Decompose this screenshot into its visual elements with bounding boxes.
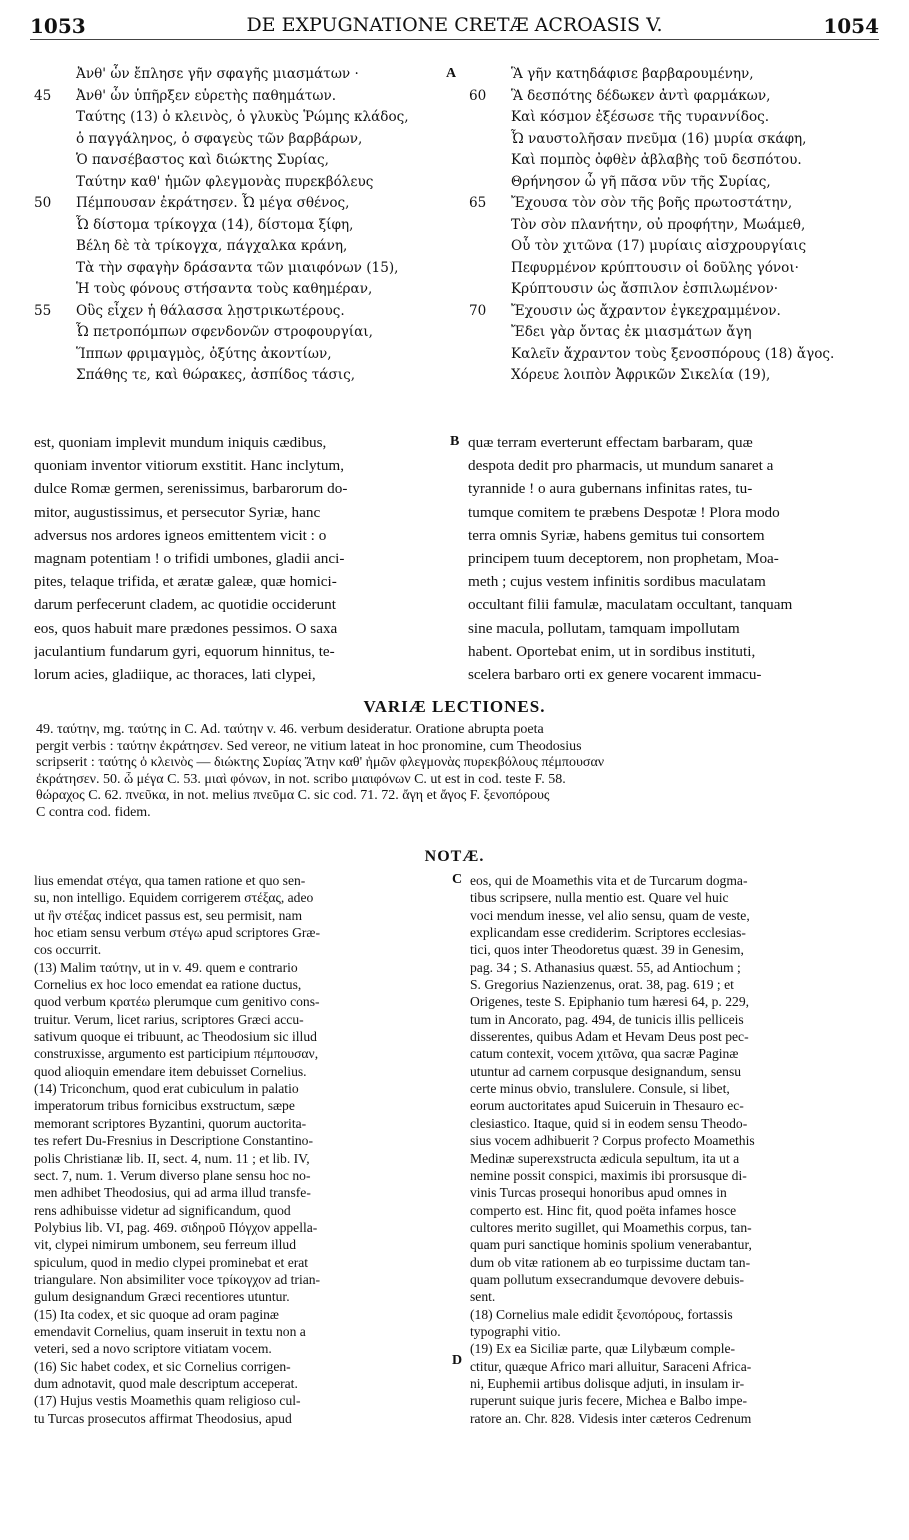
note-line: (13) Malim ταύτην, ut in v. 49. quem e contrario	[34, 959, 298, 975]
latin-translation-right-column	[468, 431, 880, 686]
margin-marker-a: A	[446, 66, 457, 81]
greek-left-verse-line	[34, 107, 434, 129]
right-page-number: 1054	[823, 14, 879, 38]
note-line: S. Gregorius Nazienzenus, orat. 38, pag. 619 ; et	[470, 977, 734, 993]
latin-line: habent. Oportebat enim, ut in sordibus instituti,	[468, 642, 756, 660]
note-line: quam puri sanctique hominis spolium venerabantur,	[470, 1237, 752, 1253]
note-line: dum adnotavit, quod male descriptum acceperat.	[34, 1375, 298, 1391]
verse-text: Ὁ πανσέβαστος καὶ διώκτης Συρίας,	[76, 152, 329, 168]
greek-left-verse-line	[34, 150, 434, 172]
verse-text: Ταύτης (13) ὁ κλεινὸς, ὁ γλυκὺς Ῥώμης κλάδος,	[76, 109, 409, 125]
note-line: Polybius lib. VI, pag. 469. σιδηροῦ Πόγχον appella-	[34, 1219, 318, 1235]
note-line: nemine possit conspici, maximis ibi prorsusque di-	[470, 1167, 747, 1183]
latin-line: adversus nos ardores igneos emittentem vicit : o	[34, 526, 327, 544]
variae-lectiones-body	[36, 722, 879, 822]
greek-right-verse-line	[469, 322, 889, 344]
greek-right-verse-line	[469, 64, 889, 86]
latin-line: magnam potentiam ! o trifidi umbones, gladii anci-	[34, 549, 345, 567]
note-line: memorant scriptores Byzantini, quorum auctorita-	[34, 1115, 307, 1131]
note-line: certe minus obvio, translulere. Consule, si libet,	[470, 1081, 730, 1097]
note-line: ctitur, quæque Africo mari alluitur, Saraceni Africa-	[470, 1358, 752, 1374]
latin-line: dulce Romæ germen, serenissimus, barbarorum do-	[34, 480, 348, 498]
verse-text: Καὶ πομπὸς ὀφθὲν ἀβλαβὴς τοῦ δεσπότου.	[511, 152, 802, 168]
greek-right-verse-line	[469, 344, 889, 366]
note-line: imperatorum tribus fornicibus exstructum, sæpe	[34, 1098, 295, 1114]
verse-text: Πεφυρμένον κρύπτουσιν οἱ δοῦλης γόνοι·	[511, 259, 799, 276]
greek-left-verse-line	[34, 344, 434, 366]
note-line: dum ob vitæ rationem ab eo turpissime ductam tan-	[470, 1254, 751, 1270]
note-line: typographi vitio.	[470, 1323, 561, 1339]
verse-text: Ἃ γῆν κατηδάφισε βαρβαρουμένην,	[511, 66, 754, 82]
note-line: (18) Cornelius male edidit ξενοπόρους, fortassis	[470, 1306, 733, 1322]
latin-line: darum perfecerunt cladem, ac quotidie occiderunt	[34, 596, 336, 614]
note-line: eos, qui de Moamethis vita et de Turcarum dogma-	[470, 873, 748, 888]
note-line: quod alioquin emendare item debuisset Cornelius.	[34, 1063, 307, 1079]
latin-line: eos, quos habuit mare prædones pessimos. O saxa	[34, 619, 338, 637]
note-line: tes refert Du-Fresnius in Descriptione Constantino-	[34, 1133, 313, 1149]
latin-translation-left-column	[34, 431, 442, 686]
verse-text: Κρύπτουσιν ὡς ἄσπιλον ἐσπιλωμένον·	[511, 281, 779, 297]
variae-lectiones-title: VARIÆ LECTIONES.	[363, 697, 546, 716]
greek-right-verse-line	[469, 193, 889, 215]
latin-line: occultant filii famulæ, maculatam occultant, tanquam	[468, 596, 793, 614]
note-line: sent.	[470, 1289, 496, 1305]
note-line: disserentes, quibus Adam et Hevam Deus post pec-	[470, 1029, 749, 1045]
greek-right-verse-line	[469, 150, 889, 172]
note-line: (19) Ex ea Siciliæ parte, quæ Lilybæum comple-	[470, 1341, 736, 1357]
note-line: catum contexit, vocem χιτῶνα, qua sacræ Paginæ	[470, 1046, 739, 1062]
note-line: vinis Turcas prosequi honoribus apud omnes in	[470, 1185, 727, 1201]
note-line: utuntur ad carnem corpusque designandum, sensu	[470, 1063, 742, 1079]
note-line: gulum designandum Græci recentiores utuntur.	[34, 1289, 290, 1305]
latin-line: mitor, augustissimus, et persecutor Syriæ, hanc	[34, 503, 321, 521]
latin-line: est, quoniam implevit mundum iniquis cædibus,	[34, 434, 327, 451]
notae-left-column	[34, 872, 446, 1427]
note-line: (14) Triconchum, quod erat cubiculum in palatio	[34, 1081, 299, 1097]
latin-line: jaculantium fundarum gyri, equorum hinnitus, te-	[34, 642, 335, 660]
verse-text: Τὸν σὸν πλανήτην, οὐ προφήτην, Μωάμεθ,	[511, 216, 806, 233]
note-line: hoc etiam sensu verbum στέγω apud scriptores Græ-	[34, 925, 321, 941]
variant-reading-line: ἐκράτησεν. 50. ὦ μέγα C. 53. μιαὶ φόνων, in not. scribo μιαιφόνων C. ut est in cod. teste F. 58.	[36, 771, 566, 787]
notae-right-column	[470, 872, 880, 1427]
verse-text: Ὦ δίστομα τρίκογχα (14), δίστομα ξίφη,	[76, 216, 354, 233]
greek-left-verse-line	[34, 279, 434, 301]
note-line: lius emendat στέγα, qua tamen ratione et quo sen-	[34, 873, 306, 888]
greek-left-verse-line	[34, 64, 434, 86]
latin-line: tumque comitem te præbens Despotæ ! Plora modo	[468, 503, 780, 521]
verse-text: Ἀνθ' ὧν ἔπλησε γῆν σφαγῆς μιασμάτων ·	[76, 66, 359, 82]
verse-text: Χόρευε λοιπὸν Ἀφρικῶν Σικελία (19),	[511, 367, 771, 383]
verse-text: Θρήνησον ὦ γῆ πᾶσα νῦν τῆς Συρίας,	[511, 173, 771, 190]
note-line: sect. 7, num. 1. Verum diverso plane sensu hoc no-	[34, 1167, 311, 1183]
variant-reading-line: θώραχος C. 62. πνεῦκα, in not. melius πνεῦμα C. sic cod. 71. 72. ἄγη et ἄγος F. ξενοπόρους	[36, 788, 550, 804]
note-line: sius vocem adhibuerit ? Corpus profecto Moamethis	[470, 1133, 755, 1149]
greek-right-verse-line	[469, 86, 889, 108]
verse-text: Οὗ τὸν χιτῶνα (17) μυρίαις αἰσχρουργίαις	[511, 238, 807, 254]
note-line: explicandam esse crediderim. Scriptores ecclesias-	[470, 925, 746, 941]
greek-right-verse-line	[469, 258, 889, 280]
note-line: polis Christianæ lib. II, sect. 4, num. 11 ; et lib. IV,	[34, 1150, 310, 1166]
variant-reading-line: C contra cod. fidem.	[36, 804, 151, 820]
verse-text: Τὰ τὴν σφαγὴν δράσαντα τῶν μιαιφόνων (15),	[76, 259, 399, 276]
greek-right-verse-line	[469, 129, 889, 151]
note-line: Cornelius ex hoc loco emendat ea ratione ductus,	[34, 977, 302, 993]
greek-left-verse-line	[34, 193, 434, 215]
verse-text: Ταύτην καθ' ἡμῶν φλεγμονὰς πυρεκβόλευς	[76, 173, 374, 190]
note-line: veteri, sed a novo scriptore vitiatam vocem.	[34, 1341, 272, 1357]
latin-line: terra omnis Syriæ, habens gemitus tui consortem	[468, 526, 765, 544]
latin-line: quoniam inventor vitiorum exstitit. Hanc inclytum,	[34, 457, 345, 475]
note-line: men adhibet Theodosius, qui ad arma illud transfe-	[34, 1185, 311, 1201]
note-line: Medinæ superexstructa ædicula sepultum, ita ut a	[470, 1150, 740, 1166]
verse-text: Ἀνθ' ὧν ὑπῆρξεν εὑρετὴς παθημάτων.	[76, 87, 337, 104]
latin-line: tyrannide ! o aura gubernans infinitas rates, tu-	[468, 480, 753, 498]
greek-right-verse-line	[469, 215, 889, 237]
greek-verse-right-column	[469, 64, 889, 387]
latin-line: scelera barbaro orti ex genere vocarent immacu-	[468, 665, 762, 683]
latin-line: pites, telaque trifida, et æratæ galeæ, quæ homici-	[34, 573, 337, 591]
latin-line: sine macula, pollutam, tamquam impollutam	[468, 619, 740, 637]
greek-right-verse-line	[469, 301, 889, 323]
greek-left-verse-line	[34, 258, 434, 280]
note-line: ruperunt suique juris fecere, Michea e Balbo impe-	[470, 1393, 748, 1409]
verse-text: Βέλη δὲ τὰ τρίκογχα, πάγχαλκα κράνη,	[76, 238, 348, 254]
verse-number: 65	[469, 195, 487, 211]
verse-text: Ὦ ναυστολῆσαν πνεῦμα (16) μυρία σκάφη,	[511, 130, 807, 147]
verse-text: Ἔδει γὰρ ὄντας ἐκ μιασμάτων ἄγη	[511, 324, 752, 340]
header-rule	[30, 39, 879, 40]
verse-number: 45	[34, 87, 52, 104]
greek-left-verse-line	[34, 172, 434, 194]
verse-text: Ἃ δεσπότης δέδωκεν ἀντὶ φαρμάκων,	[511, 87, 771, 104]
note-line: voci mendum inesse, vel alio sensu, quam de veste,	[470, 907, 750, 923]
greek-left-verse-line	[34, 322, 434, 344]
greek-right-verse-line	[469, 107, 889, 129]
latin-line: principem tuum deceptorem, non prophetam, Moa-	[468, 549, 779, 567]
verse-number: 70	[469, 302, 487, 319]
greek-left-verse-line	[34, 236, 434, 258]
verse-number: 50	[34, 195, 52, 211]
verse-text: Ἔχουσιν ὡς ἄχραντον ἐγκεχραμμένον.	[511, 302, 781, 319]
verse-text: Πέμπουσαν ἐκράτησεν. Ὦ μέγα σθένος,	[76, 195, 350, 211]
verse-text: Ἵππων φριμαγμὸς, ὀξύτης ἀκοντίων,	[76, 345, 332, 362]
note-line: tibus scripsere, nulla mentio est. Quare vel huic	[470, 890, 729, 906]
notae-title: NOTÆ.	[424, 848, 485, 865]
left-page-number: 1053	[30, 14, 86, 38]
note-line: (17) Hujus vestis Moamethis quam religioso cul-	[34, 1393, 301, 1409]
verse-text: Ὦ πετροπόμπων σφενδονῶν στροφουργίαι,	[76, 324, 373, 340]
note-line: (16) Sic habet codex, et sic Cornelius corrigen-	[34, 1358, 291, 1374]
verse-text: Σπάθης τε, καὶ θώρακες, ἀσπίδος τάσις,	[76, 367, 356, 383]
verse-text: Ἔχουσα τὸν σὸν τῆς βοῆς πρωτοστάτην,	[511, 195, 793, 211]
latin-line: quæ terram everterunt effectam barbaram, quæ	[468, 434, 753, 451]
note-line: eorum auctoritates apud Suiceruin in Thesauro ec-	[470, 1098, 744, 1114]
running-title: DE EXPUGNATIONE CRETÆ ACROASIS V.	[246, 14, 663, 36]
note-line: cos occurrit.	[34, 942, 102, 958]
note-line: clesiastico. Itaque, quid si in eodem sensu Theodo-	[470, 1115, 748, 1131]
margin-marker-c: C	[452, 872, 463, 887]
verse-text: Καὶ κόσμον ἐξέσωσε τῆς τυραννίδος.	[511, 109, 770, 125]
note-line: tu Turcas prosecutos affirmat Theodosius, apud	[34, 1410, 292, 1426]
greek-left-verse-line	[34, 86, 434, 108]
greek-left-verse-line	[34, 129, 434, 151]
margin-marker-d: D	[452, 1353, 463, 1368]
note-line: rens adhibuisse videtur ad significandum, quod	[34, 1202, 291, 1218]
note-line: cultores merito sugillet, qui Moamethis corpus, tan-	[470, 1219, 752, 1235]
latin-line: meth ; cujus vestem infinitis sordibus maculatam	[468, 573, 766, 591]
note-line: truitur. Verum, licet rarius, scriptores Græci accu-	[34, 1011, 304, 1027]
latin-line: lorum acies, gladiique, ac thoraces, lati clypei,	[34, 665, 316, 683]
verse-text: Καλεῖν ἄχραντον τοὺς ξενοσπόρους (18) ἄγος.	[511, 345, 835, 362]
greek-left-verse-line	[34, 215, 434, 237]
greek-right-verse-line	[469, 365, 889, 387]
note-line: ut ἣν στέξας indicet passus est, seu permisit, nam	[34, 907, 303, 923]
latin-line: despota dedit pro pharmacis, ut mundum sanaret a	[468, 457, 774, 475]
greek-right-verse-line	[469, 172, 889, 194]
note-line: (15) Ita codex, et sic quoque ad oram paginæ	[34, 1306, 279, 1322]
note-line: triangulare. Non absimiliter voce τρίκογχον ad trian-	[34, 1271, 321, 1287]
margin-marker-b: B	[450, 434, 460, 449]
verse-number: 60	[469, 87, 487, 104]
note-line: quam pollutum exsecrandumque devovere debuis-	[470, 1271, 745, 1287]
note-line: vit, clypei nimirum umbonem, seu ferreum illud	[34, 1237, 297, 1253]
note-line: quod verbum κρατέω plerumque cum genitivo cons-	[34, 994, 320, 1010]
verse-text: Ἡ τοὺς φόνους στήσαντα τοὺς καθημέραν,	[76, 281, 373, 297]
greek-right-verse-line	[469, 279, 889, 301]
note-line: sativum quoque ei tribuunt, ac Theodosium sic illud	[34, 1029, 317, 1045]
variant-reading-line: scripserit : ταύτης ὁ κλεινὸς — διώκτης Συρίας Ἄτην καθ' ἡμῶν φλεγμονὰς πυρεκβόλους πέμπουσαν	[36, 755, 605, 771]
note-line: construxisse, argumento est participium πέμπουσαν,	[34, 1046, 319, 1062]
greek-left-verse-line	[34, 301, 434, 323]
greek-left-verse-line	[34, 365, 434, 387]
note-line: comperto est. Hinc fit, quod poëta infames hosce	[470, 1202, 737, 1218]
variant-reading-line: 49. ταύτην, mg. ταύτης in C. Ad. ταύτην v. 46. verbum desideratur. Oratione abrupta poeta	[36, 722, 544, 737]
note-line: pag. 34 ; S. Athanasius quæst. 55, ad Antiochum ;	[470, 959, 741, 975]
note-line: su, non intelligo. Equidem corrigerem στέξας, adeo	[34, 890, 314, 906]
note-line: tum in Ancorato, pag. 494, de tunicis illis pelliceis	[470, 1011, 744, 1027]
verse-text: Οὓς εἶχεν ἡ θάλασσα λῃστρικωτέρους.	[76, 302, 345, 319]
note-line: spiculum, quod in medio clypei prominebat et erat	[34, 1254, 309, 1270]
variant-reading-line: pergit verbis : ταύτην ἐκράτησεν. Sed vereor, ne vitium lateat in hoc pronomine, cum Theodosius	[36, 738, 582, 754]
greek-right-verse-line	[469, 236, 889, 258]
note-line: tici, quos inter Theodoretus quæst. 39 in Genesim,	[470, 942, 744, 958]
note-line: ni, Euphemii artibus dolisque adjuti, in insulam ir-	[470, 1375, 745, 1391]
note-line: Origenes, teste S. Epiphanio tum hæresi 64, p. 229,	[470, 994, 750, 1010]
greek-verse-left-column	[34, 64, 434, 387]
note-line: ratore an. Chr. 828. Videsis inter cæteros Cedrenum	[470, 1410, 752, 1426]
verse-text: ὁ παγγάληνος, ὁ σφαγεὺς τῶν βαρβάρων,	[76, 130, 363, 147]
verse-number: 55	[34, 302, 52, 319]
note-line: emendavit Cornelius, quam inseruit in textu non a	[34, 1323, 306, 1339]
page-header	[30, 8, 879, 40]
